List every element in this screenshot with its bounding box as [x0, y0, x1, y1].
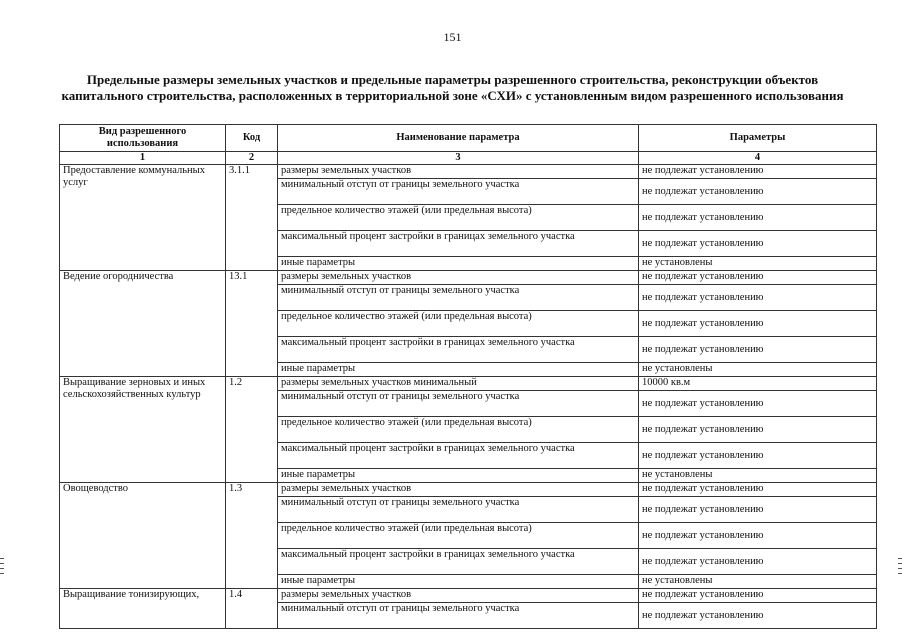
code-cell: 1.4: [226, 589, 278, 629]
parameter-name-cell: предельное количество этажей (или предельная высота): [278, 205, 639, 231]
col-number: 1: [60, 152, 226, 165]
table-row: [60, 483, 877, 497]
parameter-value-cell: не подлежат установлению: [639, 497, 877, 523]
parameter-name-cell: размеры земельных участков: [278, 483, 639, 497]
parameter-name-cell: максимальный процент застройки в границах земельного участка: [278, 337, 639, 363]
parameter-name-cell: иные параметры: [278, 257, 639, 271]
parameter-value-cell: не установлены: [639, 257, 877, 271]
parameter-value-cell: не установлены: [639, 469, 877, 483]
right-edge-marks: [898, 558, 903, 578]
parameter-value-cell: не установлены: [639, 363, 877, 377]
parameter-value-cell: не подлежат установлению: [639, 165, 877, 179]
header-use: Вид разрешенного использования: [60, 125, 226, 152]
header-param: Наименование параметра: [278, 125, 639, 152]
code-cell: 1.3: [226, 483, 278, 589]
page-number: 151: [443, 30, 462, 44]
parameter-name-cell: максимальный процент застройки в границах земельного участка: [278, 443, 639, 469]
parameter-value-cell: не подлежат установлению: [639, 549, 877, 575]
table-body: [60, 165, 877, 629]
parameter-name-cell: иные параметры: [278, 469, 639, 483]
table-row: [60, 165, 877, 179]
parameter-name-cell: минимальный отступ от границы земельного участка: [278, 497, 639, 523]
parameter-value-cell: не подлежат установлению: [639, 589, 877, 603]
document-title: Предельные размеры земельных участков и предельные параметры разрешенного строительства, реконструкции объектов капитального строительства, расположенных в территориальной зоне «СХИ» с установленным видом разрешенного использования: [61, 72, 844, 103]
parameter-value-cell: не подлежат установлению: [639, 603, 877, 629]
table-header-row: [60, 125, 877, 152]
parameter-name-cell: минимальный отступ от границы земельного участка: [278, 285, 639, 311]
use-type-cell: Предоставление коммунальных услуг: [60, 165, 226, 271]
col-number: 4: [639, 152, 877, 165]
parameter-value-cell: не подлежат установлению: [639, 179, 877, 205]
parameter-name-cell: минимальный отступ от границы земельного участка: [278, 603, 639, 629]
table-row: [60, 589, 877, 603]
parameter-value-cell: не подлежат установлению: [639, 417, 877, 443]
parameter-value-cell: не подлежат установлению: [639, 337, 877, 363]
parameter-value-cell: не подлежат установлению: [639, 285, 877, 311]
parameter-value-cell: не подлежат установлению: [639, 205, 877, 231]
parameter-value-cell: не подлежат установлению: [639, 391, 877, 417]
col-number: 2: [226, 152, 278, 165]
code-cell: 13.1: [226, 271, 278, 377]
parameter-value-cell: не подлежат установлению: [639, 271, 877, 285]
use-type-cell: Ведение огородничества: [60, 271, 226, 377]
header-code: Код: [226, 125, 278, 152]
parameter-value-cell: не установлены: [639, 575, 877, 589]
parameters-table: [59, 124, 877, 629]
parameter-name-cell: максимальный процент застройки в границах земельного участка: [278, 549, 639, 575]
parameter-name-cell: минимальный отступ от границы земельного участка: [278, 179, 639, 205]
table-row: [60, 377, 877, 391]
parameter-value-cell: 10000 кв.м: [639, 377, 877, 391]
col-number: 3: [278, 152, 639, 165]
code-cell: 1.2: [226, 377, 278, 483]
parameter-name-cell: иные параметры: [278, 363, 639, 377]
parameter-name-cell: минимальный отступ от границы земельного участка: [278, 391, 639, 417]
left-edge-marks: [0, 558, 5, 578]
parameter-name-cell: размеры земельных участков: [278, 589, 639, 603]
use-type-cell: Выращивание тонизирующих,: [60, 589, 226, 629]
parameter-value-cell: не подлежат установлению: [639, 523, 877, 549]
parameter-name-cell: предельное количество этажей (или предельная высота): [278, 417, 639, 443]
parameter-name-cell: максимальный процент застройки в границах земельного участка: [278, 231, 639, 257]
parameter-value-cell: не подлежат установлению: [639, 231, 877, 257]
parameter-name-cell: размеры земельных участков минимальный: [278, 377, 639, 391]
table-row: [60, 271, 877, 285]
header-value: Параметры: [639, 125, 877, 152]
parameter-name-cell: предельное количество этажей (или предельная высота): [278, 523, 639, 549]
use-type-cell: Выращивание зерновых и иных сельскохозяйственных культур: [60, 377, 226, 483]
parameter-value-cell: не подлежат установлению: [639, 443, 877, 469]
column-number-row: [60, 152, 877, 165]
parameter-name-cell: размеры земельных участков: [278, 165, 639, 179]
parameter-value-cell: не подлежат установлению: [639, 483, 877, 497]
parameter-name-cell: предельное количество этажей (или предельная высота): [278, 311, 639, 337]
code-cell: 3.1.1: [226, 165, 278, 271]
parameter-name-cell: размеры земельных участков: [278, 271, 639, 285]
parameter-name-cell: иные параметры: [278, 575, 639, 589]
use-type-cell: Овощеводство: [60, 483, 226, 589]
parameter-value-cell: не подлежат установлению: [639, 311, 877, 337]
